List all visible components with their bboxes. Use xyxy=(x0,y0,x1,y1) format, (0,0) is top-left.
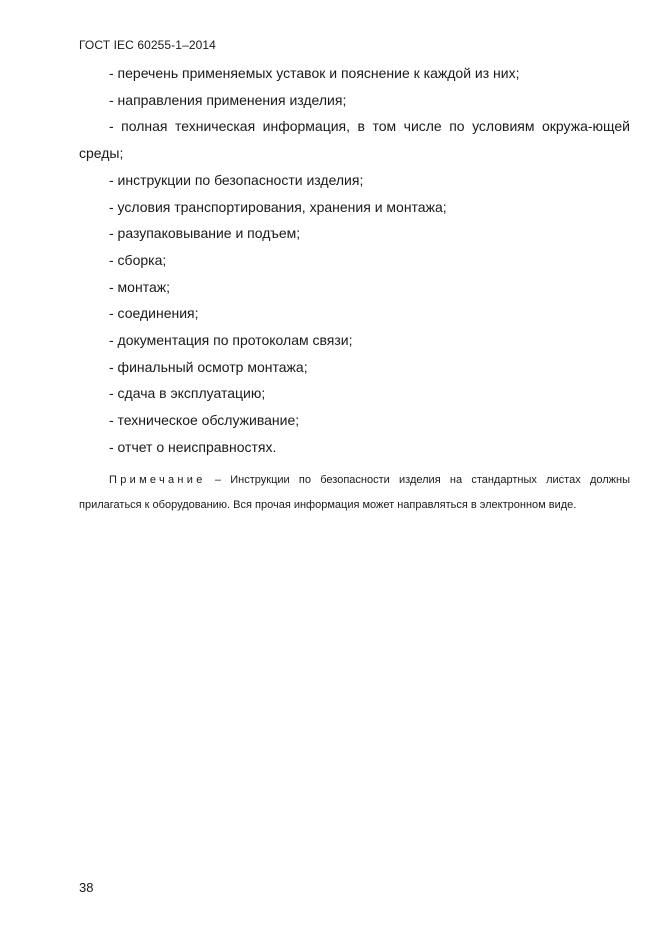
list-item: - инструкции по безопасности изделия; xyxy=(109,171,364,188)
list-item: - документация по протоколам связи; xyxy=(109,332,353,349)
list-item: - направления применения изделия; xyxy=(109,91,347,108)
note-label: Примечание xyxy=(109,474,206,486)
list-item: - отчет о неисправностях. xyxy=(109,438,277,455)
page-number: 38 xyxy=(79,880,94,895)
list-item: - финальный осмотр монтажа; xyxy=(109,358,308,375)
list-item: - техническое обслуживание; xyxy=(109,412,300,429)
list-item: - монтаж; xyxy=(109,278,170,295)
instruction-contents-list xyxy=(79,60,630,461)
note-text: – Инструкции по безопасности изделия на стандартных листах должны прилагаться к оборудованию. Вся прочая информация может направляться в электронном виде. xyxy=(79,474,630,511)
list-item: - перечень применяемых уставок и пояснение к каждой из них; xyxy=(109,65,520,81)
list-item: - разупаковывание и подъем; xyxy=(109,225,301,242)
list-item: - соединения; xyxy=(109,305,199,322)
list-item: - сборка; xyxy=(109,251,167,268)
note-paragraph xyxy=(79,468,630,518)
list-item: - полная техническая информация, в том числе по условиям окружа-ющей среды; xyxy=(79,118,630,162)
list-item: - условия транспортирования, хранения и монтажа; xyxy=(109,198,447,215)
list-item: - сдача в эксплуатацию; xyxy=(109,385,266,402)
standard-header: ГОСТ IEC 60255-1–2014 xyxy=(79,38,216,52)
